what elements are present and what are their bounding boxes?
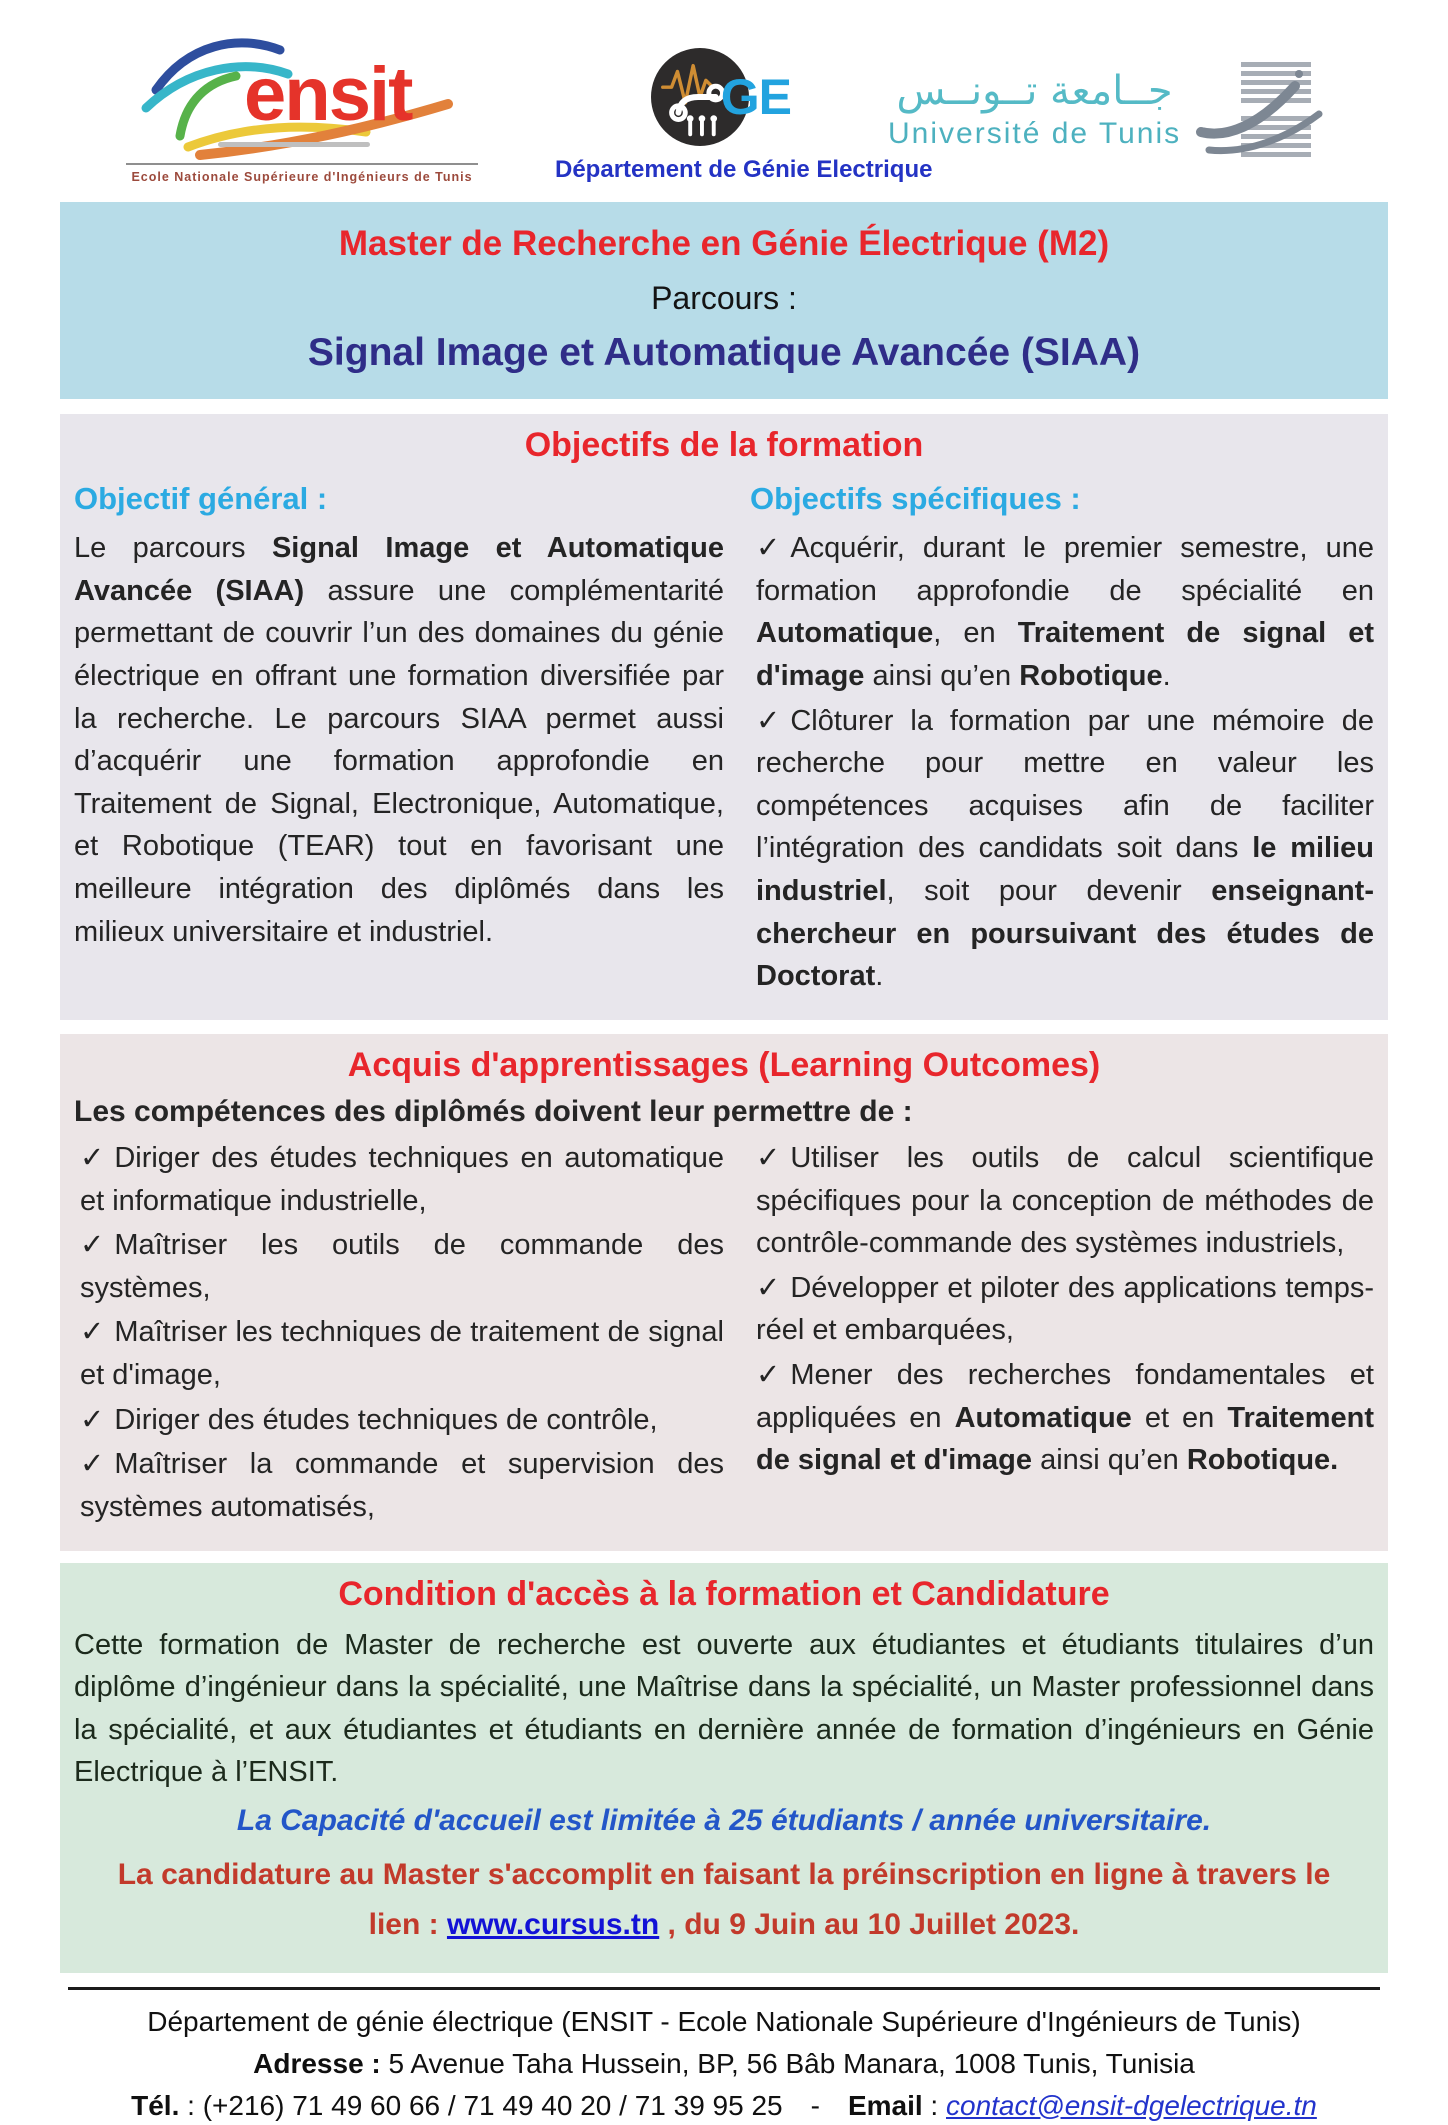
master-title: Master de Recherche en Génie Électrique (M2) bbox=[70, 224, 1378, 264]
conditions-title: Condition d'accès à la formation et Candidature bbox=[74, 1575, 1374, 1614]
email-colon: : bbox=[923, 2090, 946, 2121]
address-label: Adresse : bbox=[253, 2048, 381, 2079]
universite-tunis-latin: Université de Tunis bbox=[888, 117, 1181, 151]
track-title: Signal Image et Automatique Avancée (SIAA) bbox=[70, 331, 1378, 375]
list-item: ✓ Utiliser les outils de calcul scientifique spécifiques pour la conception de méthodes de contrôle-commande des systèmes industriels, bbox=[756, 1137, 1374, 1265]
ensit-tagline: Ecole Nationale Supérieure d'Ingénieurs de Tunis bbox=[126, 163, 478, 184]
list-item: ✓ Clôturer la formation par une mémoire de recherche pour mettre en valeur les compétences acquises afin de faciliter l’intégration des candidats soit dans le milieu industriel, soit pour devenir enseignant-chercheur en poursuivant des études de Doctorat. bbox=[756, 700, 1374, 998]
list-item: ✓ Diriger des études techniques en automatique et informatique industrielle, bbox=[80, 1137, 724, 1222]
ensit-wordmark: ensit bbox=[244, 52, 413, 137]
list-item: ✓ Développer et piloter des applications temps-réel et embarquées, bbox=[756, 1267, 1374, 1352]
check-icon: ✓ bbox=[80, 1311, 104, 1354]
footer-address bbox=[0, 2044, 1448, 2084]
list-item: ✓ Mener des recherches fondamentales et appliquées en Automatique et en Traitement de signal et d'image ainsi qu’en Robotique. bbox=[756, 1354, 1374, 1482]
tel-numbers: : (+216) 71 49 60 66 / 71 49 40 20 / 71 39 95 25 bbox=[179, 2090, 782, 2121]
outcomes-intro: Les compétences des diplômés doivent leur permettre de : bbox=[74, 1095, 1374, 1129]
section-learning-outcomes bbox=[60, 1034, 1388, 1551]
conditions-paragraph: Cette formation de Master de recherche est ouverte aux étudiantes et étudiants titulaires d’un diplôme d’ingénieur dans la spécialité, une Maîtrise dans la spécialité, un Master professionnel dans la spécialité, et aux étudiantes et étudiants en dernière année de formation d’ingénieurs en Génie Electrique à l’ENSIT. bbox=[74, 1624, 1374, 1795]
check-icon: ✓ bbox=[80, 1443, 104, 1486]
contact-separator: - bbox=[811, 2086, 820, 2125]
objectif-general-heading: Objectif général : bbox=[74, 481, 724, 517]
email-label: Email bbox=[848, 2090, 923, 2121]
email-link[interactable]: contact@ensit-dgelectrique.tn bbox=[946, 2090, 1317, 2121]
section-objectifs bbox=[60, 414, 1388, 1020]
capacity-note: La Capacité d'accueil est limitée à 25 étudiants / année universitaire. bbox=[74, 1804, 1374, 1838]
universite-tunis-text bbox=[888, 69, 1181, 151]
page-header bbox=[0, 0, 1448, 202]
parcours-label: Parcours : bbox=[70, 280, 1378, 317]
universite-tunis-arabic: جــامعة تــونــس bbox=[888, 69, 1181, 113]
universite-tunis-logo bbox=[888, 58, 1325, 162]
objectif-general-paragraph: Le parcours Signal Image et Automatique Avancée (SIAA) assure une complémentarité permettant de couvrir l’un des domaines du génie électrique en offrant une formation diversifiée par la recherche. Le parcours SIAA permet aussi d’acquérir une formation approfondie en Traitement de Signal, Electronique, Automatique, et Robotique (TEAR) tout en favorisant une meilleure intégration des diplômés dans les milieux universitaire et industriel. bbox=[74, 527, 724, 953]
check-icon: ✓ bbox=[756, 1267, 780, 1310]
list-item: ✓ Diriger des études techniques de contrôle, bbox=[80, 1399, 724, 1442]
outcomes-left-column bbox=[74, 1137, 724, 1531]
check-icon: ✓ bbox=[80, 1224, 104, 1267]
candidature-note bbox=[74, 1850, 1374, 1949]
ge-department-logo bbox=[555, 48, 845, 184]
universite-tunis-emblem-icon bbox=[1195, 58, 1325, 162]
check-icon: ✓ bbox=[80, 1399, 104, 1442]
page-footer bbox=[0, 2002, 1448, 2125]
footer-department: Département de génie électrique (ENSIT - Ecole Nationale Supérieure d'Ingénieurs de Tunis) bbox=[0, 2002, 1448, 2042]
ge-logo-icon bbox=[651, 48, 749, 146]
ge-caption: Département de Génie Electrique bbox=[555, 156, 845, 184]
objectif-general-column bbox=[74, 475, 724, 1000]
ensit-swoosh-icon bbox=[126, 28, 478, 156]
address-text: 5 Avenue Taha Hussein, BP, 56 Bâb Manara, 1008 Tunis, Tunisia bbox=[381, 2048, 1195, 2079]
footer-divider bbox=[68, 1987, 1380, 1990]
candidature-text-pre: La candidature au Master s'accomplit en faisant la préinscription en ligne à travers le lien : bbox=[118, 1858, 1331, 1941]
check-icon: ✓ bbox=[756, 700, 780, 743]
objectifs-specifiques-column bbox=[750, 475, 1374, 1000]
check-icon: ✓ bbox=[80, 1137, 104, 1180]
section-conditions bbox=[60, 1563, 1388, 1974]
list-item: ✓ Acquérir, durant le premier semestre, une formation approfondie de spécialité en Automatique, en Traitement de signal et d'image ainsi qu’en Robotique. bbox=[756, 527, 1374, 698]
list-item: ✓ Maîtriser les techniques de traitement de signal et d'image, bbox=[80, 1311, 724, 1396]
check-icon: ✓ bbox=[756, 1354, 780, 1397]
title-banner bbox=[60, 202, 1388, 399]
tel-label: Tél. bbox=[131, 2090, 179, 2121]
check-icon: ✓ bbox=[756, 527, 780, 570]
list-item: ✓ Maîtriser la commande et supervision des systèmes automatisés, bbox=[80, 1443, 724, 1528]
footer-contact bbox=[0, 2086, 1448, 2125]
ensit-logo bbox=[126, 28, 478, 184]
candidature-text-post: , du 9 Juin au 10 Juillet 2023. bbox=[659, 1908, 1079, 1941]
outcomes-right-column bbox=[750, 1137, 1374, 1531]
check-icon: ✓ bbox=[756, 1137, 780, 1180]
list-item: ✓ Maîtriser les outils de commande des systèmes, bbox=[80, 1224, 724, 1309]
objectifs-title: Objectifs de la formation bbox=[74, 426, 1374, 465]
objectifs-specifiques-heading: Objectifs spécifiques : bbox=[750, 481, 1374, 517]
ge-monogram: GE bbox=[721, 68, 791, 126]
cursus-link[interactable]: www.cursus.tn bbox=[447, 1908, 659, 1941]
outcomes-title: Acquis d'apprentissages (Learning Outcomes) bbox=[74, 1046, 1374, 1085]
